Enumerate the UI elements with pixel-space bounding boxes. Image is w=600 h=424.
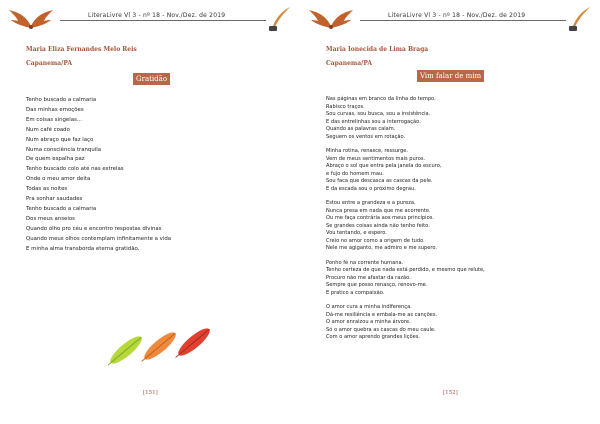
poem-line: Ou me faça contrária aos meus princípios. [326,215,434,221]
poem-line: Quando olho pro céu e encontro respostas divinas [26,225,162,232]
poem-line: Se grandes coisas ainda não tenho feito. [326,222,430,229]
author-place: Capanema/PA [26,60,73,67]
poem-line: Nele me agiganto, me admiro e me supero. [326,245,438,251]
poem-line: Com o amor aprendo grandes lições. [326,334,421,340]
poem-line: Num abraço que faz laço [26,136,94,143]
poem-line: E das entrelinhas sou a interrogação. [326,118,421,125]
poem-title: Gratidão [133,73,170,85]
poem-line: Tenho buscado a calmaria [26,205,97,212]
poem-line: Só o amor quebra as cascas do meu caule. [326,326,436,333]
header-text: LiteraLivre Vl 3 - nº 18 - Nov./Dez. de 2019 [88,12,226,19]
poem-line: Sou faca que descasca as cascas da pele. [326,178,433,184]
poem-stanza [326,304,485,342]
poem-line: E da escada sou o próximo degrau. [326,185,416,192]
poem-stanza [326,200,485,253]
poem-line: Nas páginas em branco da linha do tempo. [326,96,436,102]
poem-line: Seguem os ventos em rotação. [326,133,406,140]
poem-stanza [326,260,485,298]
poem-line: Dá-me resiliência e embala-me as canções. [326,311,438,318]
page-header [8,6,292,32]
poem-line: Nunca presa em nada que me acorrente. [326,207,431,214]
poem-line: Creio no amor como a origem de tudo. [326,237,425,244]
poem-line: Onde o meu amor deita [26,176,91,183]
poem-line: Sou curvas, sou busca, sou a insistência. [326,111,431,117]
poem-body [26,96,171,255]
poem-line: Abraço o sol que entra pela janela do escuro, [326,163,442,169]
quill-pen-icon [268,6,292,32]
poem-stanza [326,148,485,193]
poem-line: Ponho fé na corrente humana. [326,259,404,266]
poem-line: Vou tentando, e espero. [326,230,387,236]
header-rule [60,20,266,21]
page-number: [152] [443,390,458,396]
poem-line: Numa consciência tranquila [26,146,102,153]
poem-line: Tenho buscado a calmaria [26,97,97,103]
poem-line: Dos meus anseios [26,215,75,222]
poem-line: E minha alma transborda eterna gratidão. [26,245,140,252]
poem-line: O amor enraizou a minha árvore. [326,319,411,325]
poem-line: e fujo do homem mau. [326,170,384,177]
poem-line: O amor cura a minha indiferença. [326,304,412,310]
poem-line: Quando meus olhos contemplam infinitamente a vida [26,235,172,242]
wings-logo-icon [8,6,54,32]
poem-stanza [326,96,485,141]
poem-line: Estou entre a grandeza e a pureza. [326,200,416,206]
poem-line: De quem espalha paz [26,156,85,163]
poem-line: Minha rotina, renasce, ressurge. [326,148,409,154]
poem-line: Vem de meus sentimentos mais puros. [326,155,426,162]
wings-logo-icon [308,6,354,32]
poem-line: Pra sonhar saudades [26,196,83,203]
poem-line: Tenho buscado colo até nas estrelas [26,166,124,173]
poem-line: E pratico a compaixão. [326,289,385,296]
author-place: Capanema/PA [326,60,373,67]
poem-line: Em coisas singelas... [26,116,82,123]
page-header [308,6,592,32]
poem-line: Procuro não me afastar da razão. [326,274,411,281]
poem-line: Todas as noites [26,186,68,193]
poem-title: Vim falar de mim [417,70,484,82]
poem-body [326,96,485,349]
poem-line: Sempre que posso renasço, renovo-me. [326,282,428,288]
feather-icon [108,322,218,374]
poem-line: Rabisco traços. [326,103,365,110]
poem-line: Tenho certeza de que nada está perdido, e mesmo que relute, [326,267,485,273]
poem-line: Das minhas emoções [26,106,84,113]
page-number: [151] [143,390,158,396]
author-name: Maria Eliza Fernandes Melo Reis [26,46,137,53]
poem-line: Quando as palavras calam. [326,126,396,132]
header-text: LiteraLivre Vl 3 - nº 18 - Nov./Dez. de 2019 [388,12,526,19]
author-name: Maria Ionecida de Lima Braga [326,46,429,53]
quill-pen-icon [568,6,592,32]
poem-line: Num café coado [26,126,70,133]
right-page [300,0,600,424]
header-rule [360,20,566,21]
